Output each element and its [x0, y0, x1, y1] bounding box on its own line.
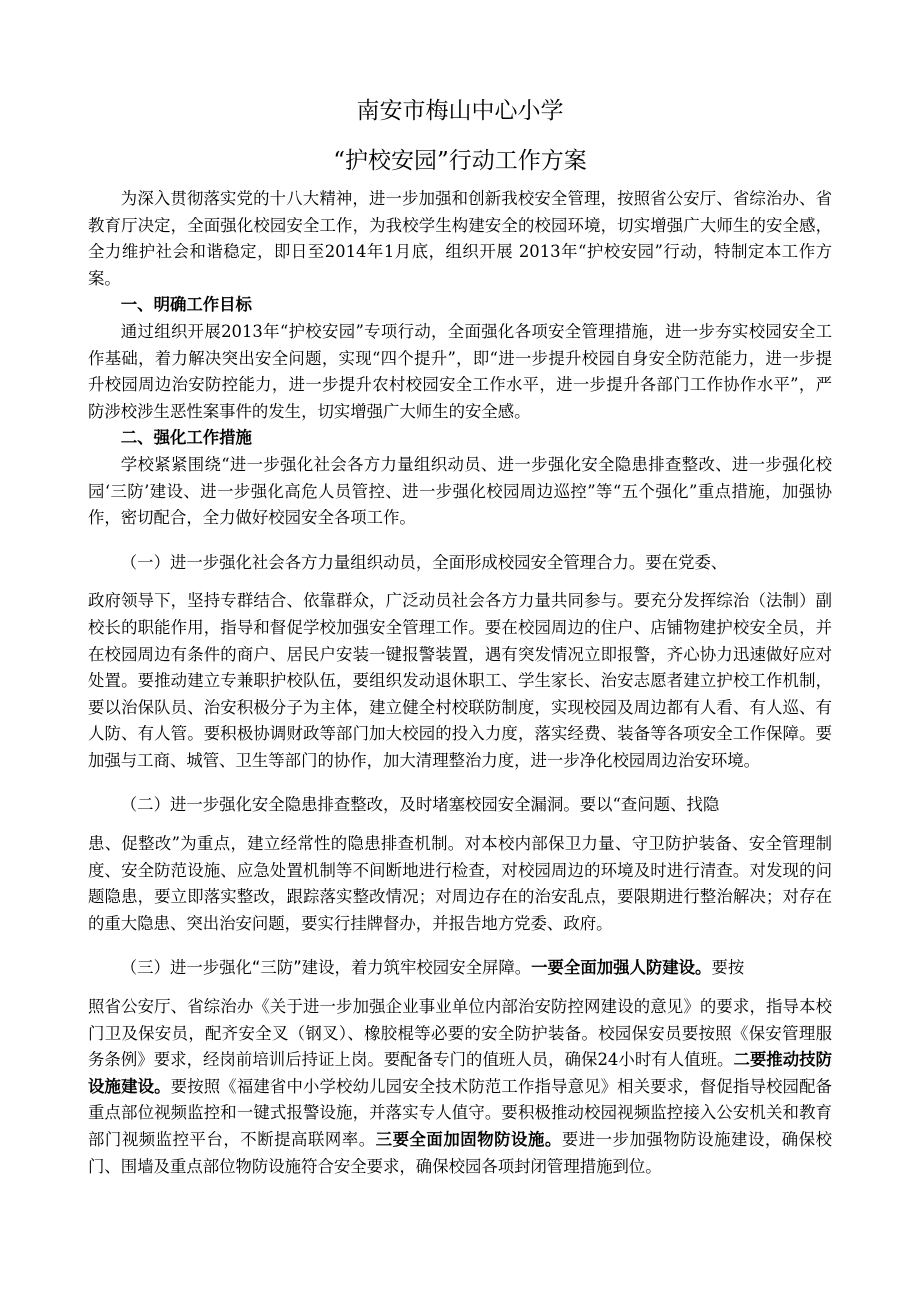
item-3-bold-c: 三要全面加固物防设施。 — [375, 1130, 562, 1149]
item-2-body: 患、促整改”为重点，建立经常性的隐患排查机制。对本校内部保卫力量、守卫防护装备、安全管理制度、安全防范设施、应急处置机制等不间断地进行检查，对校园周边的环境及时进行清查。对发现的问题隐患，要立即落实整改，跟踪落实整改情况；对周边存在的治安乱点，要限期进行整治解决；对存在的重大隐患、突出治安问题，要实行挂牌督办，并报告地方党委、政府。 — [88, 834, 832, 933]
item-2-lead-rest: 要以“查问题、找隐 — [579, 795, 720, 815]
item-1-lead — [88, 550, 832, 577]
document-title-school: 南安市梅山中心小学 — [356, 98, 564, 124]
item-2-lead-title: （二）进一步强化安全隐患排查整改，及时堵塞校园安全漏洞。 — [120, 795, 580, 815]
item-1-lead-title: （一）进一步强化社会各方力量组织动员，全面形成校园安全管理合力。 — [120, 552, 646, 572]
item-3-lead-rest: 要按 — [711, 958, 745, 978]
section-heading-measures: 二、强化工作措施 — [120, 428, 252, 448]
item-3-body-b: 要按照《福建省中小学校幼儿园安全技术防范工作指导意见》相关要求，督促指导校园配备重点部位视频监控和一键式报警设施，并落实专人值守。要积极推动校园视频监控接入公安机关和教育部门视频监控平台，不断提高联网率。 — [88, 1076, 833, 1149]
item-3-lead-title: （三）进一步强化“三防”建设，着力筑牢校园安全屏障。 — [120, 958, 532, 978]
intro-paragraph: 为深入贯彻落实党的十八大精神，进一步加强和创新我校安全管理，按照省公安厅、省综治办、省教育厅决定，全面强化校园安全工作，为我校学生构建安全的校园环境，切实增强广大师生的安全感，全力维护社会和谐稳定，即日至2014年1月底，组织开展 2013年“护校安园”行动，特制定本工作方案。 — [88, 189, 832, 288]
section-body-goals: 通过组织开展2013年“护校安园”专项行动，全面强化各项安全管理措施，进一步夯实校园安全工作基础，着力解决突出安全问题，实现“四个提升”，即“进一步提升校园自身安全防范能力，进一步提升校园周边治安防控能力，进一步提升农村校园安全工作水平，进一步提升各部门工作协作水平”，严防涉校涉生恶性案事件的发生，切实增强广大师生的安全感。 — [88, 321, 832, 421]
item-2-lead — [88, 792, 832, 819]
item-3-lead — [88, 955, 832, 982]
item-3-body — [88, 994, 832, 1180]
section-body-measures: 学校紧紧围绕“进一步强化社会各方力量组织动员、进一步强化安全隐患排查整改、进一步强化校园‘三防’建设、进一步强化高危人员管控、进一步强化校园周边巡控”等“五个强化”重点措施，加强协作，密切配合，全力做好校园安全各项工作。 — [88, 454, 832, 528]
section-heading-goals: 一、明确工作目标 — [120, 295, 252, 315]
item-3-bold-b: 二要推动技防设施建设。 — [88, 1050, 833, 1096]
item-3-body-c: 要进一步加强物防设施建设，确保校门、围墙及重点部位物防设施符合安全要求，确保校园各项封闭管理措施到位。 — [88, 1130, 833, 1176]
document-page — [88, 96, 832, 1180]
item-1-body: 政府领导下，坚持专群结合、依靠群众，广泛动员社会各方力量共同参与。要充分发挥综治（法制）副校长的职能作用，指导和督促学校加强安全管理工作。要在校园周边的住户、店铺物建护校安全员，并在校园周边有条件的商户、居民户安装一键报警装置，遇有突发情况立即报警，齐心协力迅速做好应对处置。要推动建立专兼职护校队伍，要组织发动退休职工、学生家长、治安志愿者建立护校工作机制，要以治保队员、治安积极分子为主体，建立健全村校联防制度，实现校园及周边都有人看、有人巡、有人防、有人管。要积极协调财政等部门加大校园的投入力度，落实经费、装备等各项安全工作保障。要加强与工商、城管、卫生等部门的协作，加大清理整治力度，进一步净化校园周边治安环境。 — [88, 591, 832, 770]
item-3-lead-bold: 一要全面加强人防建设。 — [531, 958, 712, 978]
document-title-plan: “护校安园”行动工作方案 — [333, 148, 587, 174]
item-1-lead-rest: 要在党委、 — [645, 552, 728, 572]
item-3-body-a: 照省公安厅、省综治办《关于进一步加强企业事业单位内部治安防控网建设的意见》的要求，指导本校门卫及保安员，配齐安全叉（钢叉）、橡胶棍等必要的安全防护装备。校园保安员要按照《保安管理服务条例》要求，经岗前培训后持证上岗。要配备专门的值班人员，确保24小时有人值班。 — [88, 997, 832, 1070]
